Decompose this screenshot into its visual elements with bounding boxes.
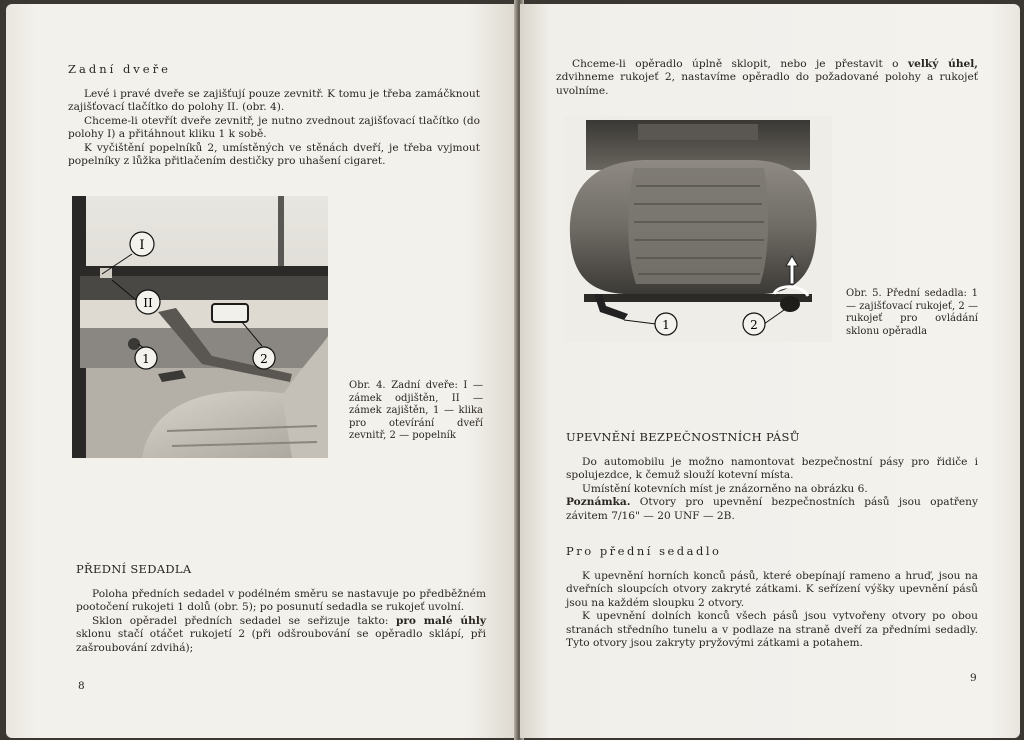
callout-I [130,232,154,256]
front-seat-belts-text [566,570,978,650]
left-page [6,4,518,738]
note-paragraph: Poznámka. Otvory pro upevnění bezpečnostních pásů jsou opatřeny závitem 7/16" — 20 UNF — 2B. [566,496,978,522]
section-title-front-seats: PŘEDNÍ SEDADLA [76,562,192,576]
intro-text [556,58,978,98]
paragraph: Chceme-li otevřít dveře zevnitř, je nutno zvednout zajišťovací tlačítko (do polohy I) a přitáhnout kliku 1 k sobě. [68,114,480,141]
paragraph: Umístění kotevních míst je znázorněno na obrázku 6. [582,482,868,495]
figure-4-caption: Obr. 4. Zadní dveře: I — zámek odjištěn, II — zámek zajištěn, 1 — klika pro otevírání dveří zevnitř, 2 — popelník [349,380,483,442]
front-seat-illustration [564,116,832,342]
rear-door-illustration [72,196,328,458]
callout-1 [135,347,157,369]
section-title-front-seat: Pro přední sedadlo [566,544,722,558]
paragraph: Sklon opěradel předních sedadel se seřizuje takto: pro malé úhly sklonu stačí otáčet rukojetí 2 (při odšroubování se opěradlo sklápí, při zašroubování zdvihá); [76,614,486,654]
callout-2 [253,347,275,369]
figure-5-caption: Obr. 5. Přední sedadla: 1 — zajišťovací rukojeť, 2 — rukojeť pro ovládání sklonu opěradla [846,288,978,337]
svg-text:II: II [143,296,153,310]
callout-2 [743,313,765,335]
page-number: 8 [78,680,85,692]
svg-text:I: I [139,238,145,253]
paragraph: K vyčištění popelníků 2, umístěných ve stěnách dveří, je třeba vyjmout popelníky z lůžka přitlačením destičky pro uhašení cigaret. [68,141,480,168]
svg-text:1: 1 [662,318,670,332]
paragraph: Levé i pravé dveře se zajišťují pouze zevnitř. K tomu je třeba zamáčknout zajišťovací tlačítko do polohy II. (obr. 4). [68,88,480,114]
callout-1 [655,313,677,335]
svg-text:1: 1 [142,352,150,366]
paragraph: K upevnění horních konců pásů, které obepínají rameno a hruď, jsou na dveřních sloupcích otvory zakryté zátkami. K seřízení výšky upevnění pásů jsou na každém sloupku 2 otvory. [566,570,978,609]
paragraph: Poloha předních sedadel v podélném směru se nastavuje po předběžném pootočení rukojeti 1 dolů (obr. 5); po posunutí sedadla se rukojeť uvolní. [76,588,486,614]
seat-belts-text [566,456,978,523]
right-page [520,4,1020,738]
section-title-rear-doors: Zadní dveře [68,62,171,76]
paragraph: Chceme-li opěradlo úplně sklopit, nebo je přestavit o velký úhel, zdvihneme rukojeť 2, nastavíme opěradlo do požadované polohy a rukojeť uvolníme. [556,58,978,97]
paragraph: Do automobilu je možno namontovat bezpečnostní pásy pro řidiče i spolujezdce, k čemuž slouží kotevní místa. [566,456,978,482]
page-number: 9 [970,672,977,684]
figure-5-photo [564,116,832,342]
paragraph: K upevnění dolních konců všech pásů jsou vytvořeny otvory po obou stranách středního tunelu a v podlaze na straně dveří za předními sedadly. Tyto otvory jsou zakryty pryžovými zátkami a potahem. [566,610,978,650]
figure-4-photo [72,196,328,458]
callout-II [136,290,160,314]
svg-text:2: 2 [750,318,758,332]
svg-text:2: 2 [260,352,268,366]
section-title-seat-belts: UPEVNĚNÍ BEZPEČNOSTNÍCH PÁSŮ [566,430,800,444]
front-seats-text [76,588,486,655]
rear-doors-text [68,88,480,168]
